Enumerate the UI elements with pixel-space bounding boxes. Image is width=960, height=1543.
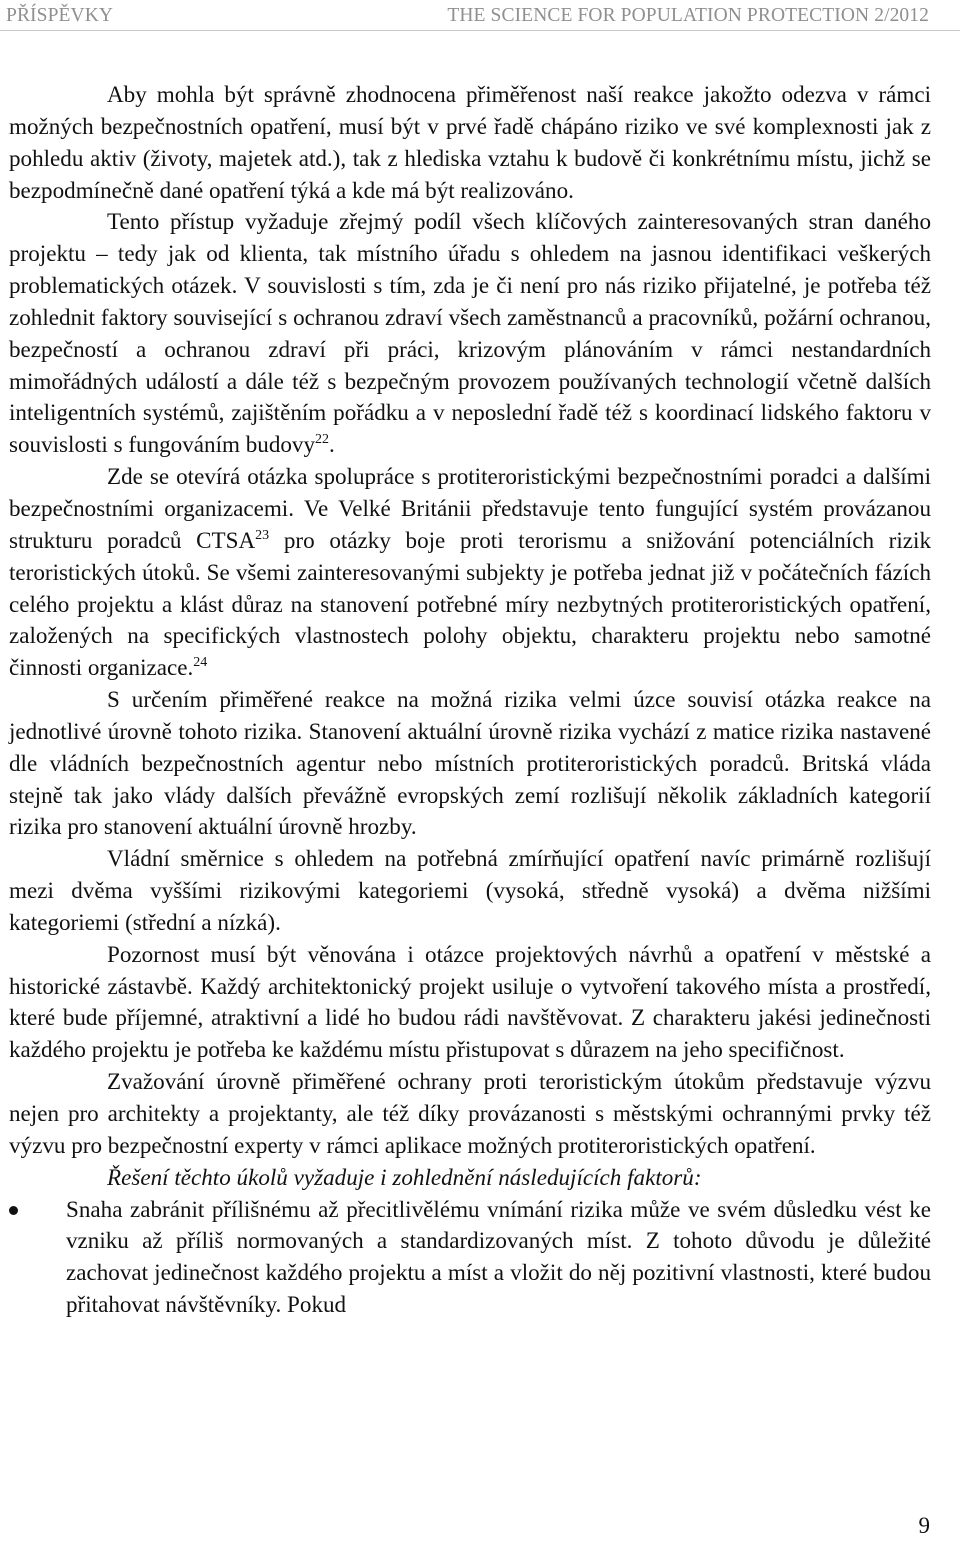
article-body bbox=[9, 79, 931, 1321]
paragraph: Vládní směrnice s ohledem na potřebná zmírňující opatření navíc primárně rozlišují mezi dvěma vyššími rizikovými kategoriemi (vysoká, středně vysoká) a dvěma nižšími kategoriemi (střední a nízká). bbox=[9, 845, 931, 935]
paragraph: Aby mohla být správně zhodnocena přiměřenost naší reakce jakožto odezva v rámci možných bezpečnostních opatření, musí být v prvé řadě chápáno riziko ve své komplexnosti jak z pohledu aktiv (životy, majetek atd.), tak z hlediska vztahu k budově či konkrétnímu místu, jichž se bezpodmínečně dané opatření týká a kde má být realizováno. bbox=[9, 81, 931, 203]
page-number: 9 bbox=[918, 1513, 930, 1538]
paragraph: Zde se otevírá otázka spolupráce s protiteroristickými bezpečnostními poradci a dalšími bezpečnostními organizacemi. Ve Velké Británii představuje tento fungující systém provázanou strukturu poradců CTSA$^{23}$ pro otázky boje proti terorismu a snižování potenciálních rizik teroristických útoků. Se všemi zainteresovanými subjekty je potřeba jednat již v počátečních fázích celého projektu a klást důraz na stanovení potřebné míry nezbytných protiteroristických opatření, založených na specifických vlastnostech polohy objektu, charakteru projektu nebo samotné činnosti organizace.$^{24}$ bbox=[9, 463, 931, 681]
italic-intro: Řešení těchto úkolů vyžaduje i zohlednění následujících faktorů: bbox=[107, 1163, 702, 1190]
journal-title: THE SCIENCE FOR POPULATION PROTECTION 2/2012 bbox=[447, 5, 929, 26]
footnote-ref[interactable]: 22 bbox=[315, 432, 330, 448]
footnote-ref[interactable]: 23 bbox=[255, 527, 270, 543]
bullet-icon bbox=[9, 1206, 18, 1215]
running-header bbox=[0, 0, 960, 32]
list-item: Snaha zabránit přílišnému až přecitlivělému vnímání rizika může ve svém důsledku vést ke vzniku až příliš normovaných a standardizovaných míst. Z tohoto důvodu je důležité zachovat jedinečnost každého projektu a míst a vložit do něj pozitivní vlastnosti, které budou přitahovat návštěvníky. Pokud bbox=[9, 1194, 931, 1321]
section-label: PŘÍSPĚVKY bbox=[6, 5, 114, 26]
paragraph: S určením přiměřené reakce na možná rizika velmi úzce souvisí otázka reakce na jednotlivé úrovně tohoto rizika. Stanovení aktuální úrovně rizika vychází z matice rizika nastavené dle vládních bezpečnostních agentur nebo místních protiteroristických poradců. Britská vláda stejně tak jako vlády dalších převážně evropských zemí rozlišují několik základních kategorií rizika pro stanovení aktuální úrovně hrozby. bbox=[9, 686, 931, 840]
header-divider bbox=[0, 30, 960, 31]
factor-list bbox=[9, 1194, 931, 1321]
paragraph: Zvažování úrovně přiměřené ochrany proti teroristickým útokům představuje výzvu nejen pro architekty a projektanty, ale též díky provázanosti s městskými ochrannými prvky též výzvu pro bezpečnostní experty v rámci aplikace možných protiteroristických opatření. bbox=[9, 1068, 931, 1158]
paragraph: Pozornost musí být věnována i otázce projektových návrhů a opatření v městské a historické zástavbě. Každý architektonický projekt usiluje o vytvoření takového místa a prostředí, které bude příjemné, atraktivní a lidé ho budou rádi navštěvovat. Z charakteru jakési jedinečnosti každého projektu je potřeba ke každému místu přistupovat s důrazem na jeho specifičnost. bbox=[9, 940, 931, 1063]
footnote-ref[interactable]: 24 bbox=[193, 655, 208, 671]
paragraph: Tento přístup vyžaduje zřejmý podíl všech klíčových zainteresovaných stran daného projektu – tedy jak od klienta, tak místního úřadu s ohledem na jasnou identifikaci veškerých problematických otázek. V souvislosti s tím, zda je či není pro nás riziko přijatelné, je potřeba též zohlednit faktory související s ochranou zdraví všech zaměstnanců a pracovníků, požární ochranou, bezpečností a ochranou zdraví při práci, krizovým plánováním v rámci nestandardních mimořádných událostí a dále též s bezpečným provozem používaných technologií včetně dalších inteligentních systémů, zajištěním pořádku a v neposlední řadě též s koordinací lidského faktoru v souvislosti s fungováním budovy$^{22}$. bbox=[9, 208, 931, 458]
